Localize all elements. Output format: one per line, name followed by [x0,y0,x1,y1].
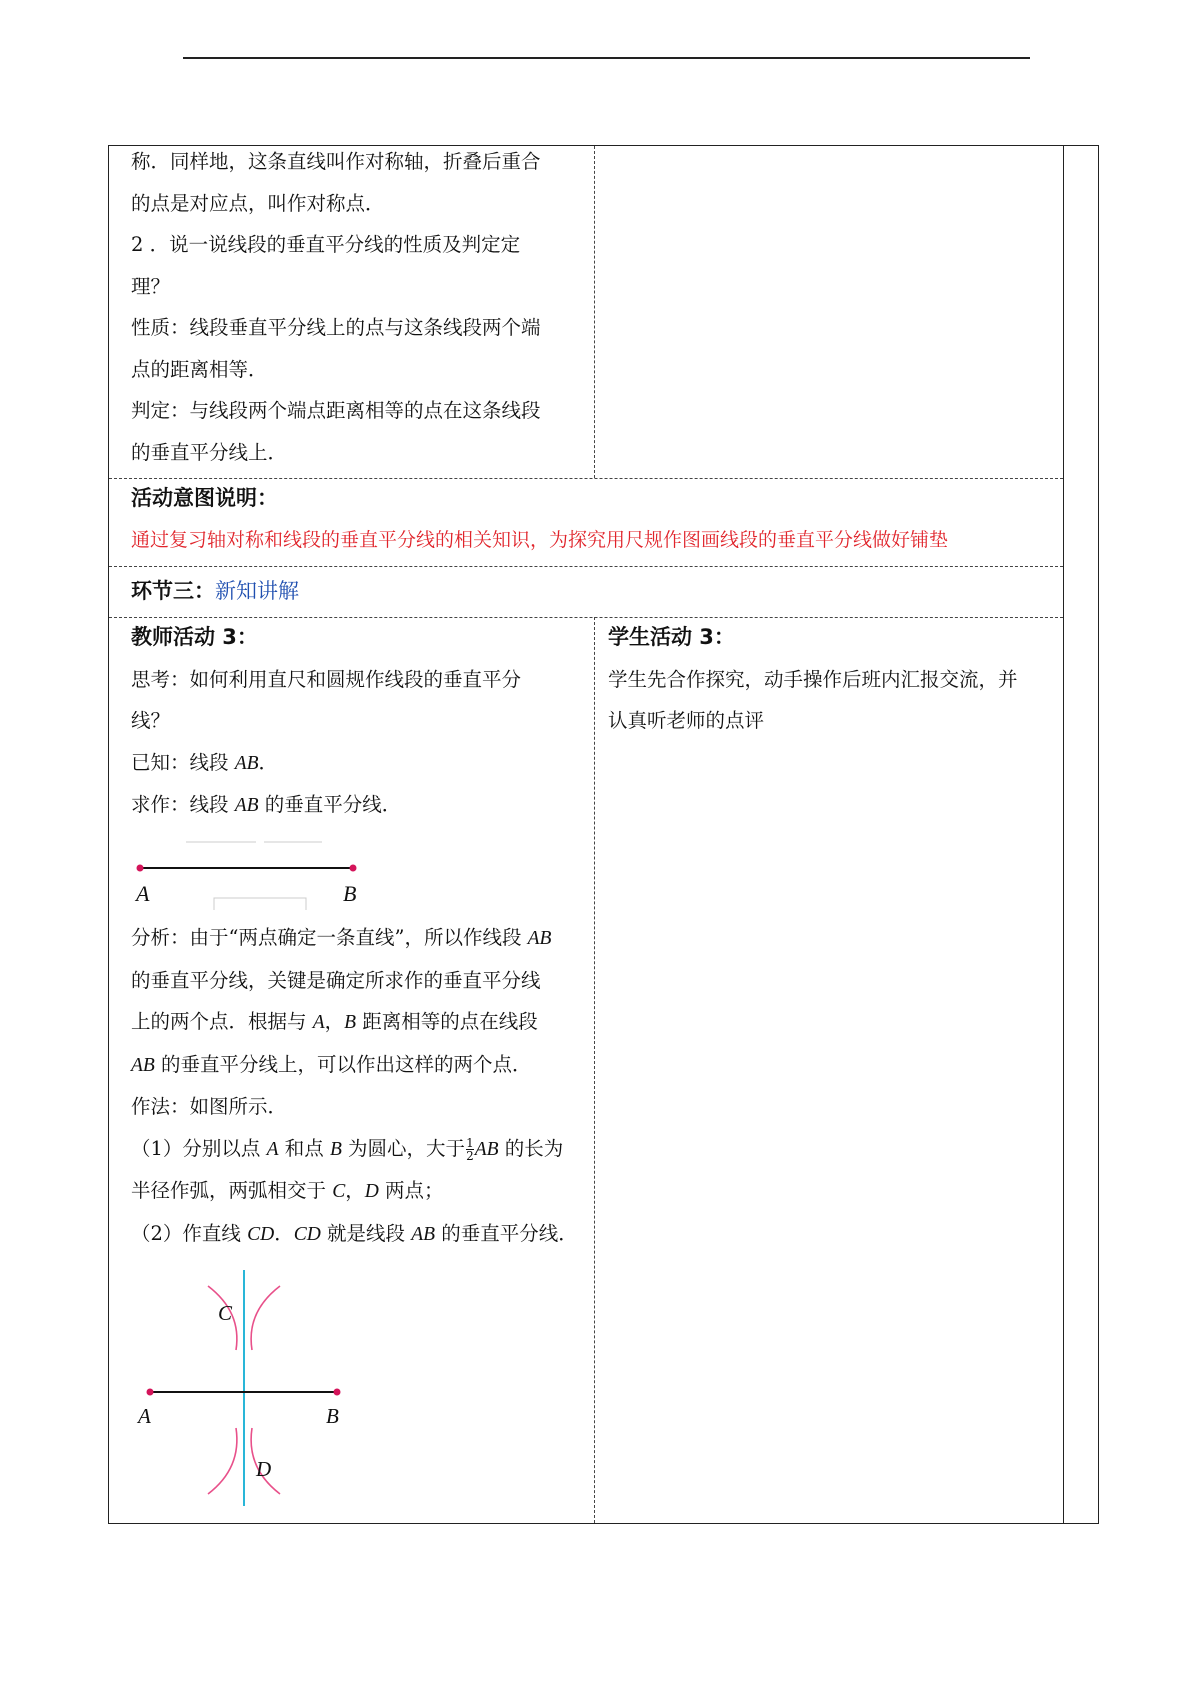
review-line: 2 ．说一说线段的垂直平分线的性质及判定定 [131,233,521,256]
teacher-step-1: （1）分别以点 A 和点 B 为圆心，大于 $\frac{1}{2}$ AB 的长为 [131,1135,564,1163]
arc-upper-right [251,1286,280,1350]
review-line: 理？ [131,274,171,298]
review-line: 的垂直平分线上． [131,440,288,464]
review-cell [131,141,591,473]
faint-mark [214,898,306,910]
label-c: C [218,1301,233,1325]
header-rule [183,57,1030,59]
arc-lower-left [208,1428,237,1494]
segment-ab-figure [130,840,370,920]
stage-name: 新知讲解 [215,579,299,603]
student-line: 学生先合作探究，动手操作后班内汇报交流，并 [608,667,1018,691]
bisector-construction-figure [130,1268,370,1513]
intent-text: 通过复习轴对称和线段的垂直平分线的相关知识，为探究用尺规作图画线段的垂直平分线做好铺垫 [131,528,949,551]
label-b: B [343,881,357,906]
review-line: 点的距离相等． [131,357,268,381]
teacher-step-2: （2）作直线 CD．CD 就是线段 AB 的垂直平分线． [131,1221,578,1245]
intent-title: 活动意图说明： [131,486,278,510]
intent-cell [131,478,1061,561]
label-a: A [138,1404,151,1428]
teacher-cell [131,617,591,827]
point-a [137,865,144,872]
fraction-one-half: $\frac{1}{2}$ [466,1135,474,1163]
label-d: D [256,1457,272,1481]
point-b [334,1389,341,1396]
student-line: 认真听老师的点评 [608,709,765,732]
label-b: B [326,1404,339,1428]
column-divider-top [594,146,595,478]
teacher-step-1-cont: 半径作弧，两弧相交于 C，D 两点； [131,1179,444,1202]
teacher-think: 思考：如何利用直尺和圆规作线段的垂直平分 [131,667,522,691]
stage-cell [131,567,1061,615]
teacher-think: 线？ [131,709,171,732]
right-margin-column-border [1063,145,1064,1524]
review-line: 称．同样地，这条直线叫作对称轴，折叠后重合 [131,150,541,173]
column-divider-bottom [594,617,595,1523]
teacher-find: 求作：线段 AB 的垂直平分线． [131,793,402,816]
teacher-method: 作法：如图所示． [131,1095,288,1118]
label-a: A [136,881,150,906]
review-line: 判定：与线段两个端点距离相等的点在这条线段 [131,399,541,422]
review-line: 性质：线段垂直平分线上的点与这条线段两个端 [131,316,541,339]
student-cell [608,617,1060,742]
point-a [147,1389,154,1396]
review-line: 的点是对应点，叫作对称点． [131,191,385,215]
teacher-known: 已知：线段 AB． [131,750,279,774]
stage-label: 环节三： [131,579,215,603]
teacher-title: 教师活动 3： [131,625,258,649]
point-b [350,865,357,872]
teacher-analysis: 分析：由于“两点确定一条直线”，所以作线段 AB 的垂直平分线，关键是确定所求作的垂直平分线 上的两个点．根据与 A，B 距离相等的点在线段 AB 的垂直平分线上，可以作出这样的两个点． 作法：如图所示． （1）分别以点 A 和点 B 为圆心，大于 $\frac{1}{2}$ AB 的长为 半径作弧，两弧相交于 C，D 两点； （2）作直线 CD．CD 就是线段 AB 的垂直平分线． [131,917,591,1255]
student-title: 学生活动 3： [608,625,735,649]
